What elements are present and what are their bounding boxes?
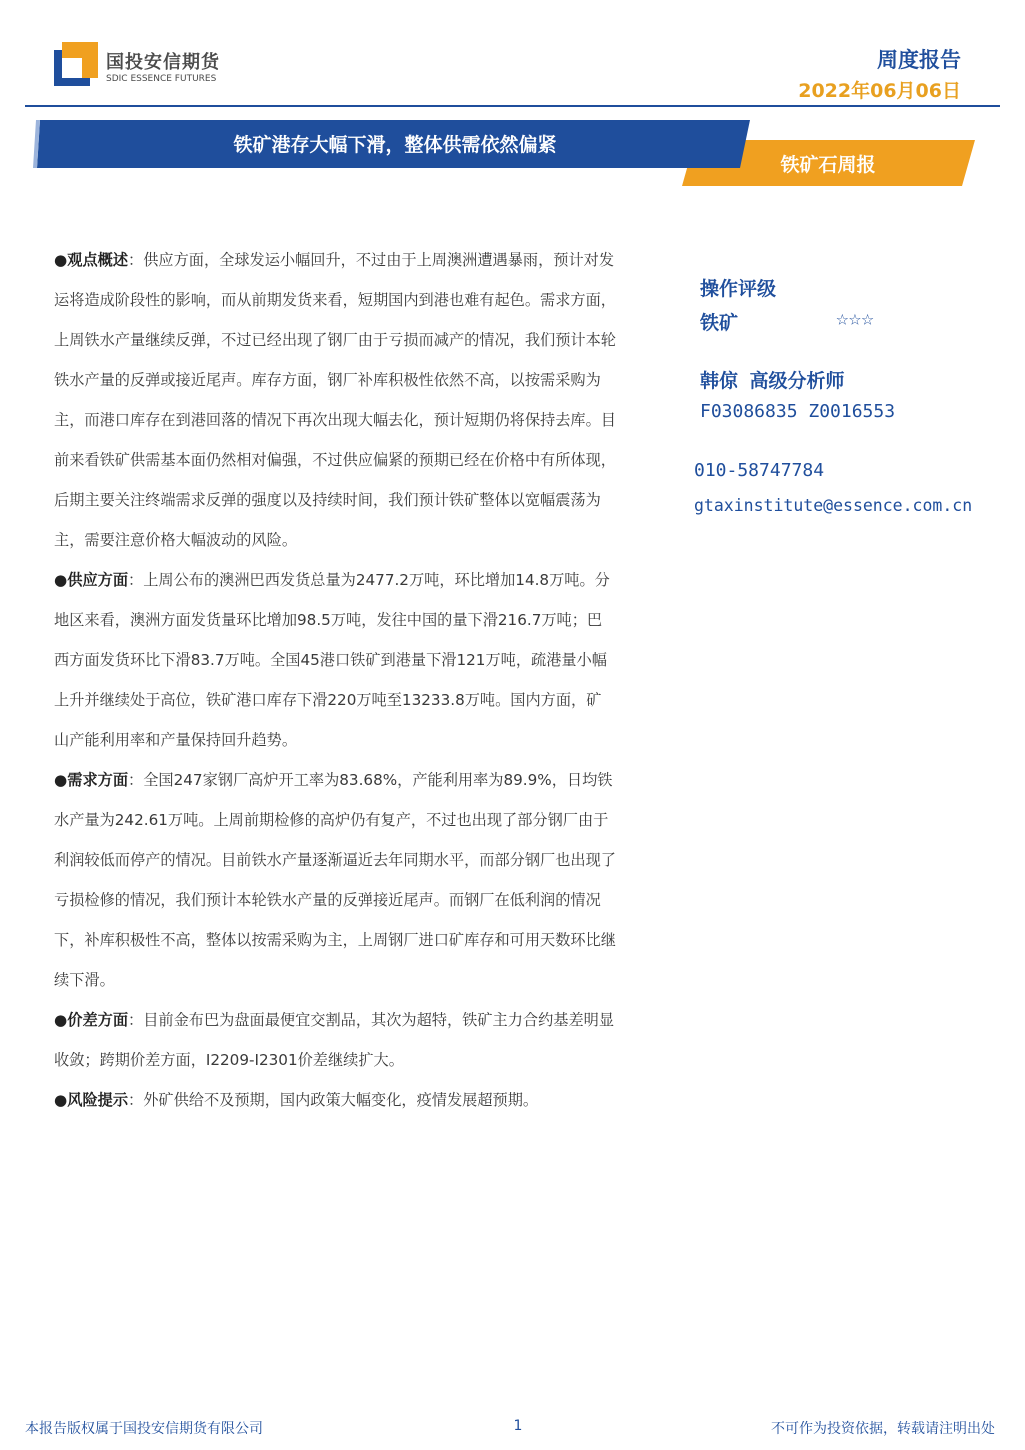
section-text: ：目前金布巴为盘面最便宜交割品，其次为超特，铁矿主力合约基差明显收敛；跨期价差方面，I2209-I2301价差继续扩大。: [54, 1011, 615, 1069]
report-title: 铁矿港存大幅下滑，整体供需依然偏紧: [233, 134, 557, 156]
rating-title: 操作评级: [700, 278, 777, 300]
section-label: ●观点概述: [54, 251, 129, 269]
logo-text-cn: 国投安信期货: [106, 52, 220, 73]
contact-phone: 010-58747784: [694, 460, 825, 481]
section-text: ：上周公布的澳洲巴西发货总量为2477.2万吨，环比增加14.8万吨。分地区来看，澳洲方面发货量环比增加98.5万吨，发往中国的量下滑216.7万吨；巴西方面发货环比下滑83.7万吨。全国45港口铁矿到港量下滑121万吨，疏港量小幅上升并继续处于高位，铁矿港口库存下滑220万吨至13233.8万吨。国内方面，矿山产能利用率和产量保持回升趋势。: [54, 571, 610, 749]
section-risk: [54, 1080, 616, 1120]
logo-text-en: SDIC ESSENCE FUTURES: [106, 74, 217, 84]
header-divider: [25, 105, 1000, 107]
company-logo: [54, 42, 254, 92]
section-text: ：全国247家钢厂高炉开工率为83.68%，产能利用率为89.9%，日均铁水产量为242.61万吨。上周前期检修的高炉仍有复产，不过也出现了部分钢厂由于利润较低而停产的情况。目前铁水产量逐渐逼近去年同期水平，而部分钢厂也出现了亏损检修的情况，我们预计本轮铁水产量的反弹接近尾声。而钢厂在低利润的情况下，补库积极性不高，整体以按需采购为主，上周钢厂进口矿库存和可用天数环比继续下滑。: [54, 771, 616, 989]
section-supply: [54, 560, 616, 760]
rating-item: 铁矿: [700, 312, 739, 334]
page-number: 1: [513, 1418, 523, 1434]
analyst-name: 韩倞 高级分析师: [700, 370, 845, 392]
report-date: 2022年06月06日: [798, 80, 961, 102]
star-rating-icon: ☆☆☆: [836, 306, 874, 330]
section-text: ：外矿供给不及预期，国内政策大幅变化，疫情发展超预期。: [128, 1091, 539, 1109]
footer-disclaimer: 不可作为投资依据，转载请注明出处: [771, 1421, 995, 1437]
section-text: ：供应方面，全球发运小幅回升，不过由于上周澳洲遭遇暴雨，预计对发运将造成阶段性的影响，而从前期发货来看，短期国内到港也难有起色。需求方面，上周铁水产量继续反弹，不过已经出现了钢厂由于亏损而减产的情况，我们预计本轮铁水产量的反弹或接近尾声。库存方面，钢厂补库积极性依然不高，以按需采购为主，而港口库存在到港回落的情况下再次出现大幅去化，预计短期仍将保持去库。目前来看铁矿供需基本面仍然相对偏强，不过供应偏紧的预期已经在价格中有所体现，后期主要关注终端需求反弹的强度以及持续时间，我们预计铁矿整体以宽幅震荡为主，需要注意价格大幅波动的风险。: [54, 251, 616, 549]
section-label: ●风险提示: [54, 1091, 129, 1109]
section-label: ●需求方面: [54, 771, 129, 789]
section-overview: [54, 240, 616, 560]
contact-email[interactable]: gtaxinstitute@essence.com.cn: [694, 496, 973, 515]
section-spread: [54, 1000, 616, 1080]
section-label: ●价差方面: [54, 1011, 129, 1029]
report-type: 周度报告: [877, 48, 961, 72]
section-demand: [54, 760, 616, 1000]
footer-copyright: 本报告版权属于国投安信期货有限公司: [25, 1421, 263, 1437]
section-label: ●供应方面: [54, 571, 129, 589]
report-category-tag: 铁矿石周报: [780, 154, 876, 176]
analyst-license: F03086835 Z0016553: [700, 401, 896, 422]
logo-mark-icon: [54, 42, 98, 86]
report-body: [54, 240, 616, 1120]
